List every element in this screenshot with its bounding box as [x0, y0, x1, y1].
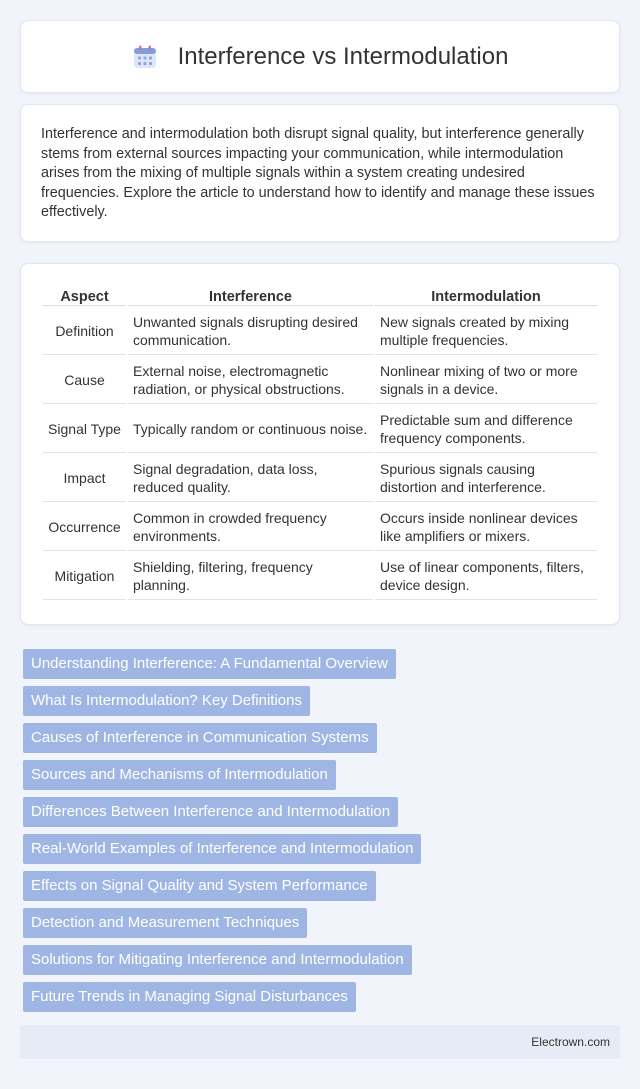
comparison-table: [41, 284, 599, 602]
header-interference: Interference: [128, 286, 373, 306]
topic-link-sources-of-intermodulation[interactable]: Sources and Mechanisms of Intermodulation: [23, 760, 336, 790]
footer: [20, 1025, 620, 1059]
topic-link-real-world-examples[interactable]: Real-World Examples of Interference and Intermodulation: [23, 834, 421, 864]
table-cell-intermodulation: Use of linear components, filters, device design.: [375, 553, 597, 600]
table-cell-interference: Signal degradation, data loss, reduced quality.: [128, 455, 373, 502]
header-intermodulation: Intermodulation: [375, 286, 597, 306]
table-cell-interference: Unwanted signals disrupting desired communication.: [128, 308, 373, 355]
table-header-row: [43, 286, 597, 306]
page-title: Interference vs Intermodulation: [177, 42, 509, 70]
topic-links: [23, 649, 623, 1019]
table-cell-aspect: Definition: [43, 308, 126, 355]
table-cell-intermodulation: Spurious signals causing distortion and interference.: [375, 455, 597, 502]
footer-site-name: Electrown.com: [531, 1035, 610, 1049]
table-cell-intermodulation: Occurs inside nonlinear devices like amplifiers or mixers.: [375, 504, 597, 551]
table-cell-aspect: Signal Type: [43, 406, 126, 453]
table-cell-aspect: Mitigation: [43, 553, 126, 600]
header-aspect: Aspect: [43, 286, 126, 306]
table-cell-intermodulation: Predictable sum and difference frequency components.: [375, 406, 597, 453]
topic-link-detection-techniques[interactable]: Detection and Measurement Techniques: [23, 908, 307, 938]
comparison-table-card: [20, 263, 620, 625]
intro-paragraph: Interference and intermodulation both disrupt signal quality, but interference generally stems from external sources impacting your communication, while intermodulation arises from the mixing of multiple signals within a system creating undesired frequencies. Explore the article to understand how to identify and manage these issues effectively.: [41, 126, 595, 220]
header-card: [20, 20, 620, 93]
table-cell-interference: Typically random or continuous noise.: [128, 406, 373, 453]
table-row: [43, 406, 597, 453]
topic-link-differences[interactable]: Differences Between Interference and Intermodulation: [23, 797, 398, 827]
topic-link-effects-on-signal-quality[interactable]: Effects on Signal Quality and System Performance: [23, 871, 376, 901]
table-cell-interference: External noise, electromagnetic radiation, or physical obstructions.: [128, 357, 373, 404]
table-cell-interference: Shielding, filtering, frequency planning.: [128, 553, 373, 600]
table-cell-aspect: Cause: [43, 357, 126, 404]
table-row: [43, 308, 597, 355]
table-row: [43, 504, 597, 551]
topic-link-understanding-interference[interactable]: Understanding Interference: A Fundamental Overview: [23, 649, 396, 679]
calendar-grid-icon: [132, 44, 158, 70]
table-cell-intermodulation: Nonlinear mixing of two or more signals in a device.: [375, 357, 597, 404]
table-cell-aspect: Impact: [43, 455, 126, 502]
table-cell-aspect: Occurrence: [43, 504, 126, 551]
topic-link-future-trends[interactable]: Future Trends in Managing Signal Disturbances: [23, 982, 356, 1012]
topic-link-what-is-intermodulation[interactable]: What Is Intermodulation? Key Definitions: [23, 686, 310, 716]
table-cell-intermodulation: New signals created by mixing multiple frequencies.: [375, 308, 597, 355]
table-row: [43, 553, 597, 600]
table-row: [43, 357, 597, 404]
topic-link-solutions[interactable]: Solutions for Mitigating Interference and Intermodulation: [23, 945, 412, 975]
table-row: [43, 455, 597, 502]
topic-link-causes-of-interference[interactable]: Causes of Interference in Communication Systems: [23, 723, 377, 753]
table-cell-interference: Common in crowded frequency environments.: [128, 504, 373, 551]
intro-card: [20, 104, 620, 242]
